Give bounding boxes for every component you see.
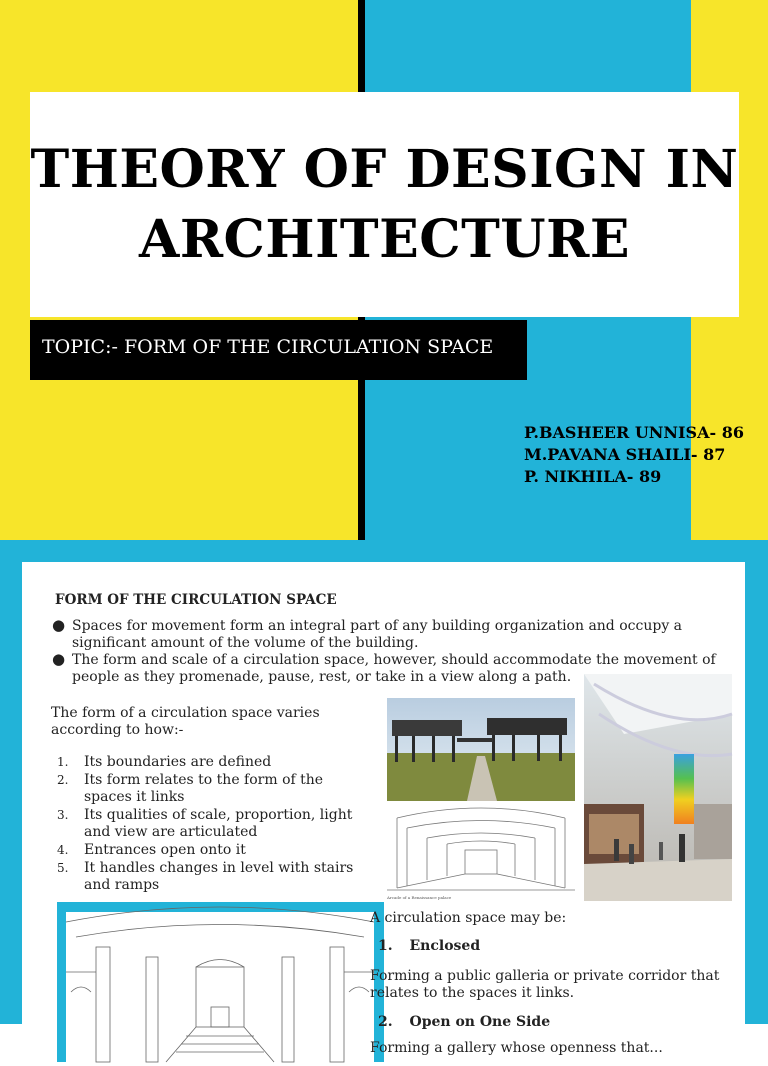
list-number: 1.: [57, 755, 69, 769]
option-label: Open on One Side: [409, 1014, 551, 1030]
cut-off-text: Forming a gallery whose openness that...: [370, 1040, 663, 1056]
title-line-2: ARCHITECTURE: [138, 208, 630, 270]
list-text: Its form relates to the form of the spaces it links: [84, 772, 324, 805]
list-number: 2.: [57, 773, 69, 787]
bullet-text: The form and scale of a circulation space, however, should accommodate the movement of people as they promenade, pause, rest, or take in a view along a path.: [72, 652, 716, 685]
list-number: 4.: [57, 843, 69, 857]
author-list: [524, 422, 744, 488]
option-open-one-side: [378, 1014, 550, 1031]
pavilion-photo: [387, 698, 575, 801]
option-number: 1.: [378, 938, 393, 954]
content-page: [22, 562, 745, 1056]
bullet-dot-icon: ●: [52, 650, 66, 668]
list-text: Its qualities of scale, proportion, light and view are articulated: [84, 807, 353, 840]
list-number: 5.: [57, 861, 69, 875]
sketch-caption: Arcade of a Renaissance palace: [387, 895, 452, 900]
arcade-sketch: [387, 808, 575, 894]
author-1: P.BASHEER UNNISA- 86: [524, 423, 744, 442]
list-text: Its boundaries are defined: [84, 754, 272, 770]
content-slide: [0, 540, 768, 1056]
list-text: Entrances open onto it: [84, 842, 246, 858]
hall-sketch-frame: [57, 902, 384, 1062]
title-box: [30, 92, 739, 317]
galleria-text: Forming a public galleria or private corridor that relates to the spaces it links.: [370, 968, 720, 1001]
page-title: [31, 135, 739, 275]
hall-sketch: [66, 912, 374, 1062]
list-number: 3.: [57, 808, 69, 822]
option-enclosed: [378, 938, 480, 955]
author-2: M.PAVANA SHAILI- 87: [524, 445, 726, 464]
author-3: P. NIKHILA- 89: [524, 467, 662, 486]
list-text: It handles changes in level with stairs and ramps: [84, 860, 354, 893]
option-label: Enclosed: [409, 938, 481, 954]
topic-banner: [30, 320, 527, 380]
option-number: 2.: [378, 1014, 393, 1030]
mall-photo: [584, 674, 732, 901]
title-line-1: THEORY OF DESIGN IN: [30, 138, 739, 200]
circulation-intro: A circulation space may be:: [370, 910, 567, 926]
topic-label: TOPIC:- FORM OF THE CIRCULATION SPACE: [42, 336, 494, 358]
intro-text: The form of a circulation space varies according to how:-: [51, 705, 320, 738]
section-heading: FORM OF THE CIRCULATION SPACE: [55, 592, 337, 608]
bullet-text: Spaces for movement form an integral part of any building organization and occupy a significant amount of the volume of the building.: [72, 618, 683, 651]
bullet-dot-icon: ●: [52, 616, 66, 634]
